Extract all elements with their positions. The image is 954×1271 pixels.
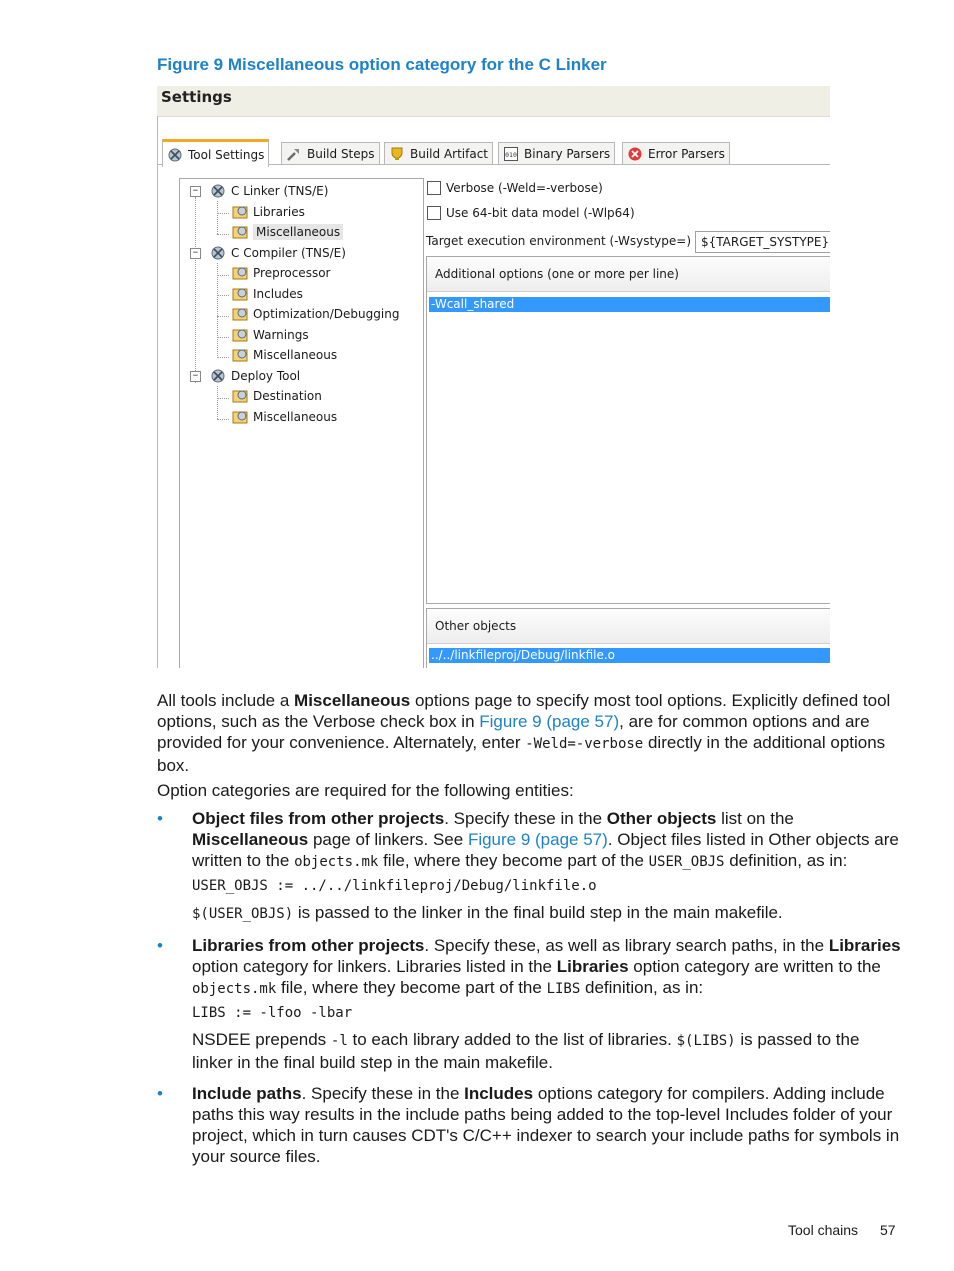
target-env-label: Target execution environment (-Wsystype=) — [426, 234, 692, 248]
tree-label: Optimization/Debugging — [253, 307, 400, 321]
option-category-icon — [232, 265, 248, 281]
settings-header — [157, 86, 830, 117]
tree-label: C Linker (TNS/E) — [231, 184, 329, 198]
option-category-icon — [232, 388, 248, 404]
settings-title: Settings — [161, 88, 232, 106]
checkbox-label: Verbose (-Weld=-verbose) — [446, 181, 603, 195]
tree-label: Miscellaneous — [253, 410, 338, 424]
tree-item-c-compiler[interactable] — [210, 243, 346, 263]
tree-label: C Compiler (TNS/E) — [231, 246, 346, 260]
settings-screenshot — [157, 86, 830, 668]
figure-link[interactable]: Figure 9 (page 57) — [467, 830, 608, 849]
tool-icon — [210, 183, 226, 199]
option-category-icon — [232, 204, 248, 220]
tree-item-optimization-debugging[interactable] — [232, 304, 399, 324]
tree-item-c-linker-miscellaneous[interactable] — [232, 222, 343, 242]
tree-label: Warnings — [253, 328, 309, 342]
other-objects-panel — [426, 608, 830, 668]
collapse-icon[interactable]: − — [190, 371, 201, 382]
tree-item-c-compiler-miscellaneous[interactable] — [232, 345, 337, 365]
tree-item-libraries[interactable] — [232, 202, 305, 222]
figure-caption: Figure 9 Miscellaneous option category for the C Linker — [157, 55, 607, 74]
tree-item-includes[interactable] — [232, 284, 303, 304]
intro-paragraph: All tools include a Miscellaneous options page to specify most tool options. Explicitly defined tool options, such as the Verbose check box in Figure 9 (page 57), are for common options and are provided for your convenience. Alternately, enter -Weld=-verbose directly in the additional options box. — [157, 691, 891, 775]
tab-label: Binary Parsers — [524, 146, 611, 161]
checkbox-label: Use 64-bit data model (-Wlp64) — [446, 206, 635, 220]
option-category-icon — [232, 224, 248, 240]
tree-label: Includes — [253, 287, 303, 301]
tab-build-steps[interactable] — [281, 142, 380, 164]
tree-item-preprocessor[interactable] — [232, 263, 330, 283]
bullet-icon: • — [157, 1084, 163, 1103]
other-objects-item[interactable]: ../../linkfileproj/Debug/linkfile.o — [429, 648, 830, 663]
checkbox-box[interactable] — [427, 206, 441, 220]
code-libs: LIBS := -lfoo -lbar — [192, 1005, 353, 1021]
other-objects-header: Other objects — [427, 609, 830, 644]
tree-label: Deploy Tool — [231, 369, 301, 383]
tab-label: Error Parsers — [648, 146, 725, 161]
target-env-input[interactable]: ${TARGET_SYSTYPE} — [695, 231, 830, 253]
code-user-objs: USER_OBJS := ../../linkfileproj/Debug/linkfile.o — [192, 878, 597, 894]
option-category-icon — [232, 327, 248, 343]
binary-parsers-icon — [503, 146, 519, 162]
user-objs-note: $(USER_OBJS) is passed to the linker in the final build step in the main makefile. — [192, 903, 783, 922]
tree-item-c-linker[interactable] — [210, 181, 328, 201]
collapse-icon[interactable]: − — [190, 186, 201, 197]
option-category-icon — [232, 347, 248, 363]
tree-label: Preprocessor — [253, 266, 331, 280]
build-artifact-icon — [389, 146, 405, 162]
tab-binary-parsers[interactable] — [498, 142, 615, 164]
error-parsers-icon — [627, 146, 643, 162]
verbose-checkbox[interactable] — [427, 181, 603, 195]
tab-build-artifact[interactable] — [384, 142, 493, 164]
libs-note: NSDEE prepends -l to each library added to the list of libraries. $(LIBS) is passed to the linker in the final build step in the main makefile. — [192, 1030, 860, 1072]
tool-icon — [210, 368, 226, 384]
bullet-object-files: Object files from other projects. Specify these in the Other objects list on the Miscellaneous page of linkers. See Figure 9 (page 57). Object files listed in Other objects are written to the objects.mk file, where they become part of the USER_OBJS definition, as in: — [192, 809, 899, 870]
tab-tool-settings[interactable] — [162, 139, 269, 167]
additional-options-panel — [426, 256, 830, 604]
option-category-icon — [232, 409, 248, 425]
bullet-libraries: Libraries from other projects. Specify these, as well as library search paths, in the Libraries option category for linkers. Libraries listed in the Libraries option category are written to the objects.mk file, where they become part of the LIBS definition, as in: — [192, 936, 901, 997]
categories-paragraph: Option categories are required for the following entities: — [157, 781, 574, 800]
option-category-icon — [232, 306, 248, 322]
tree-item-deploy-miscellaneous[interactable] — [232, 407, 337, 427]
tree-item-destination[interactable] — [232, 386, 322, 406]
page-number: 57 — [880, 1222, 896, 1238]
tree-item-deploy-tool[interactable] — [210, 366, 300, 386]
bullet-icon: • — [157, 809, 163, 828]
checkbox-box[interactable] — [427, 181, 441, 195]
build-steps-icon — [286, 146, 302, 162]
figure-link[interactable]: Figure 9 (page 57) — [479, 712, 620, 731]
bullet-icon: • — [157, 936, 163, 955]
tab-label: Build Steps — [307, 146, 375, 161]
tree-label: Destination — [253, 389, 322, 403]
tree-label: Miscellaneous — [253, 348, 338, 362]
tab-label: Build Artifact — [410, 146, 488, 161]
footer-section: Tool chains — [788, 1222, 859, 1238]
tool-tree — [179, 178, 424, 668]
tool-settings-icon — [167, 147, 183, 163]
bullet-include-paths: Include paths. Specify these in the Includes options category for compilers. Adding include paths this way results in the include paths being added to the top-level Includes folder of your project, which in turn causes CDT's C/C++ indexer to search your include paths for symbols in your source files. — [192, 1084, 900, 1166]
collapse-icon[interactable]: − — [190, 248, 201, 259]
tool-icon — [210, 245, 226, 261]
tree-label: Libraries — [253, 205, 305, 219]
data-model-checkbox[interactable] — [427, 206, 635, 220]
tab-label: Tool Settings — [188, 147, 265, 162]
tab-error-parsers[interactable] — [622, 142, 730, 164]
additional-options-header: Additional options (one or more per line) — [427, 257, 830, 292]
additional-options-item[interactable]: -Wcall_shared — [429, 297, 830, 312]
tree-item-warnings[interactable] — [232, 325, 309, 345]
svg-text:010: 010 — [505, 150, 517, 159]
option-category-icon — [232, 286, 248, 302]
tree-label-selected: Miscellaneous — [253, 224, 343, 240]
